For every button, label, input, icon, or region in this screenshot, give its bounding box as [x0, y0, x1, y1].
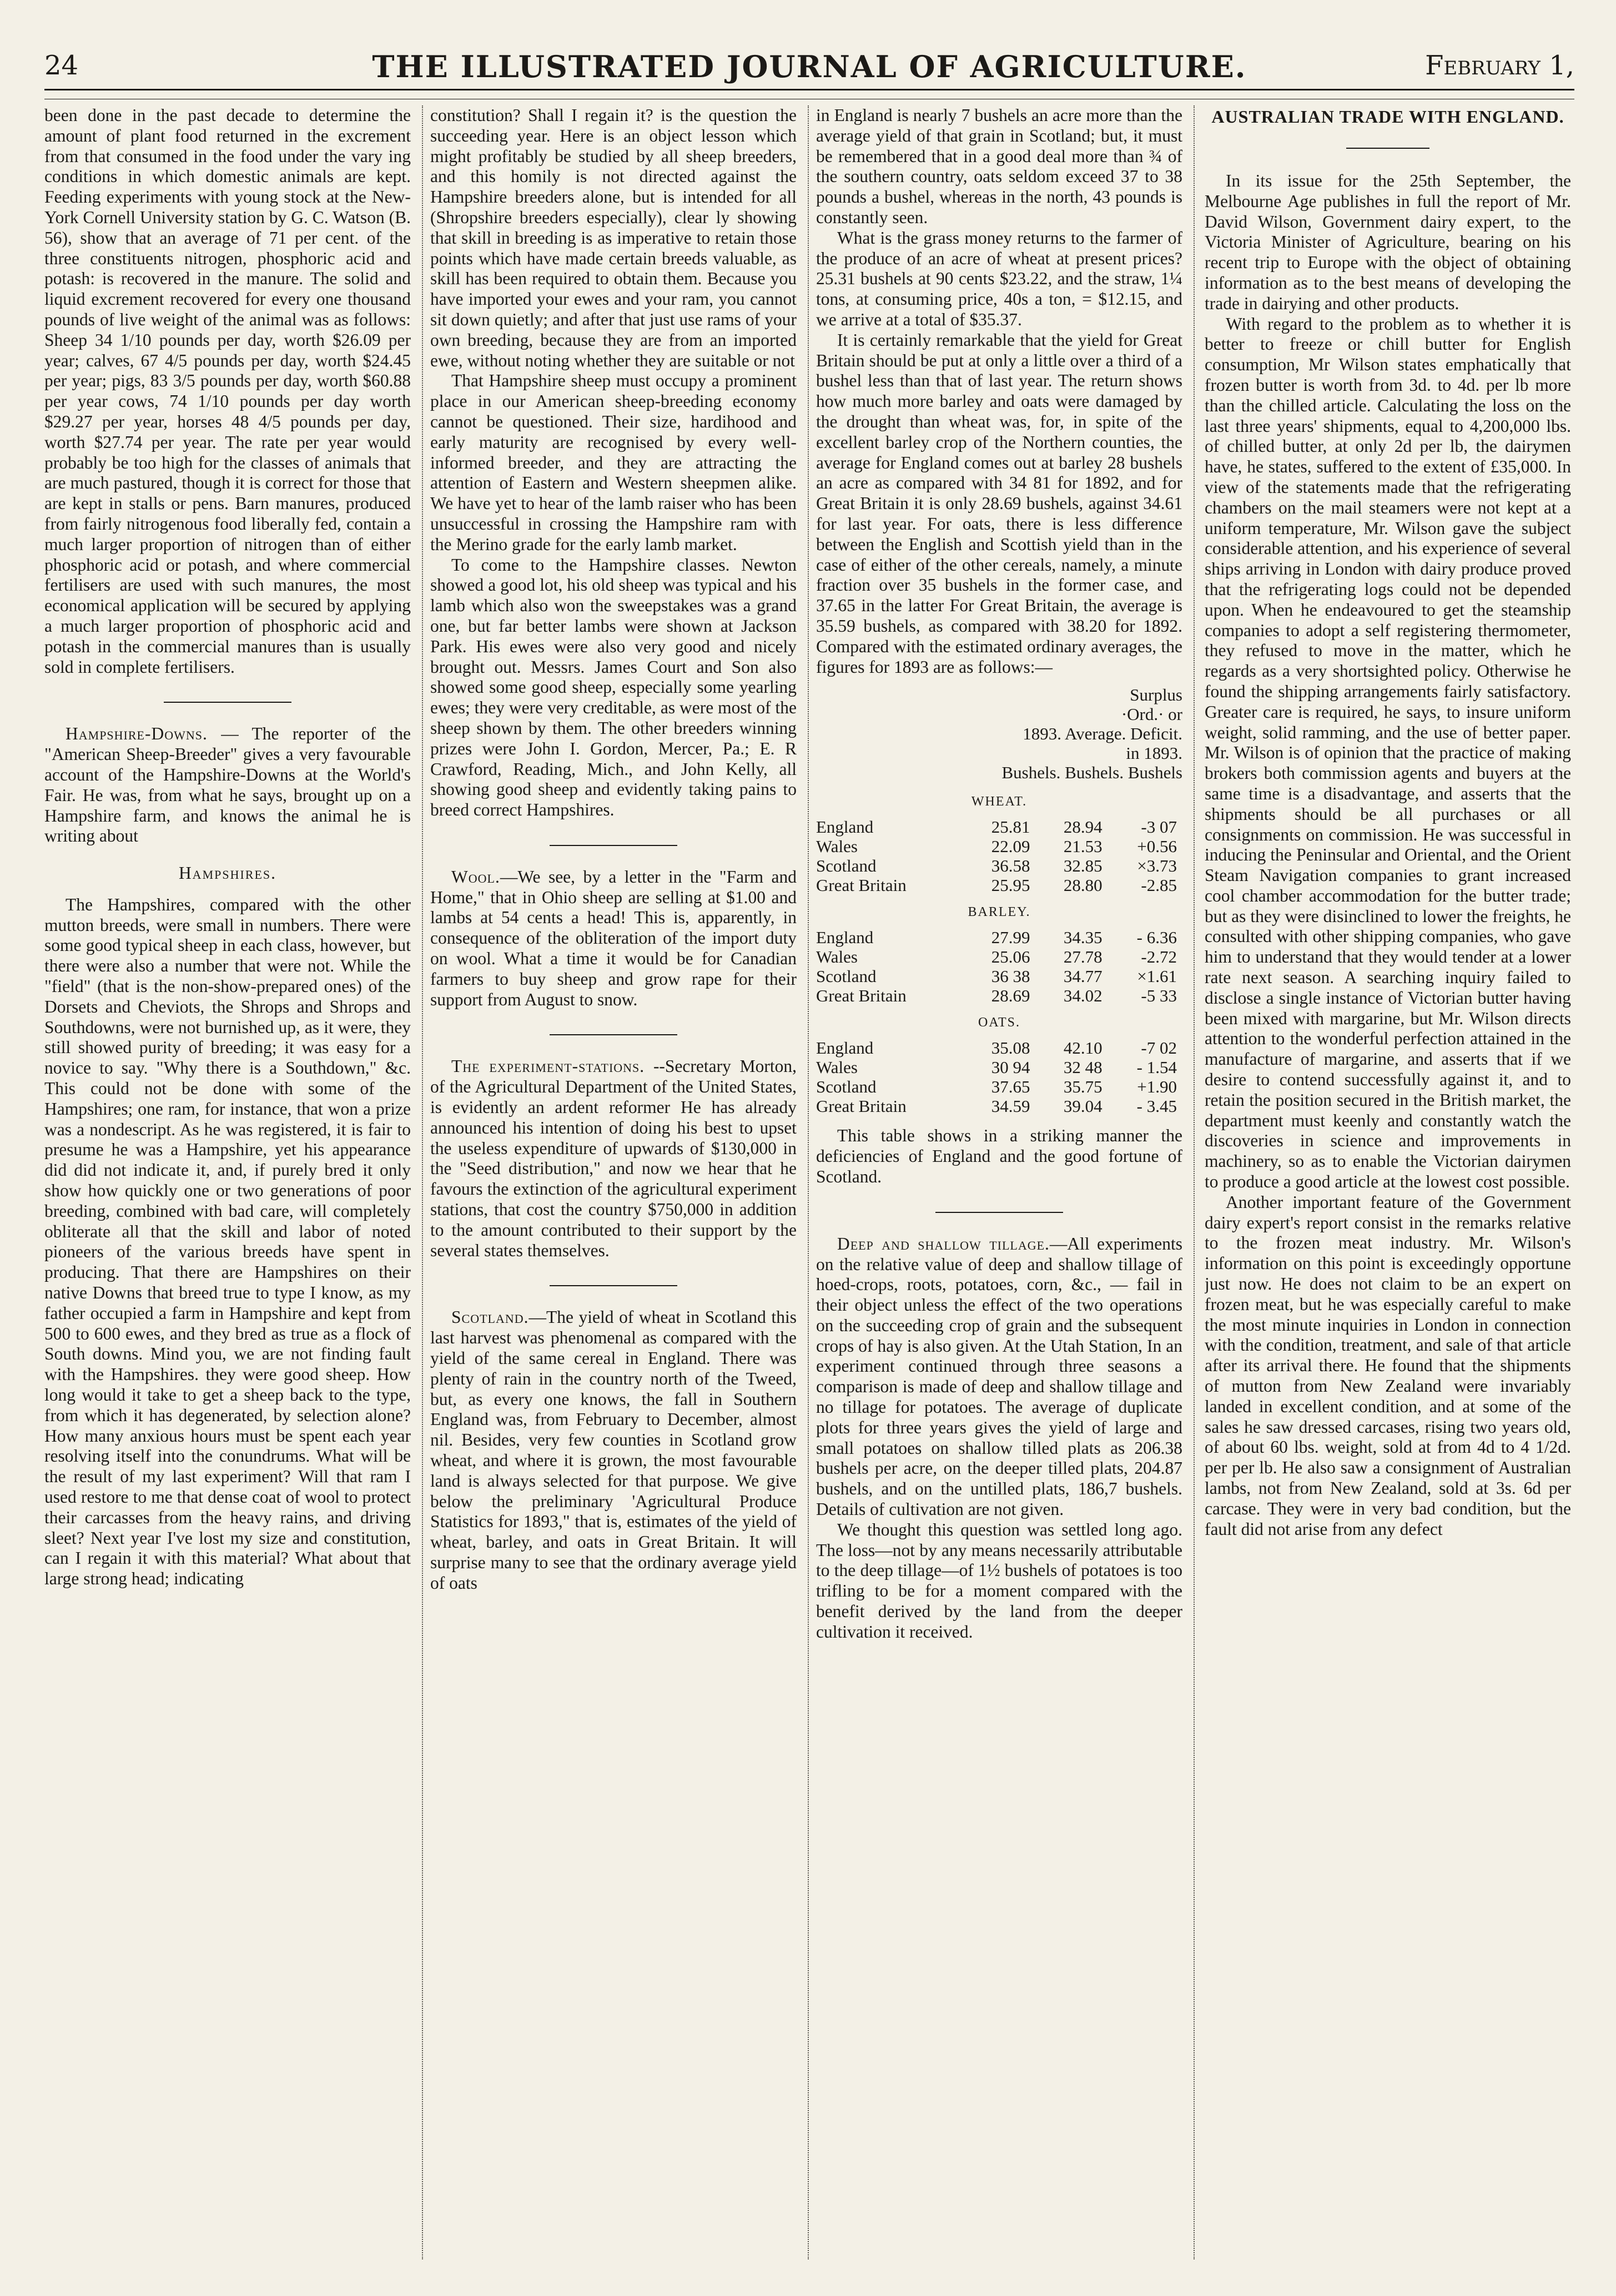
- butter-paragraph: With regard to the problem as to whether it is better to freeze or chill butter for English consumption, Mr Wilson states emphatically that frozen butter is worth from 3d. to 4d. per lb more than the chilled article. Calculating the loss on the last three years' shipments, equal to 4,200,000 lbs. of chilled butter, at only 2d per lb, the dairymen have, he states, suffered to the extent of £35,000. In view of the statements made that the refrigerating chambers on the mail steamers were not kept at a uniform temperature, Mr. Wilson gave the subject considerable attention, and his experience of several ships arriving in London with dairy produce proved that the refrigerating logs could not be depended upon. When he endeavoured to get the steamship companies to adopt a self registering thermometer, they refused to move in the matter, which he regards as a very shortsighted policy. Otherwise he found the shipping arrangements fairly satisfactory. Greater care is required, he says, to insure uniform weight, solid ramming, and the use of better paper. Mr. Wilson is of opinion that the practice of making brokers both commission agents and buyers at the same time is a disadvantage, and asserts that the shipments should be all purchases or all consignments on commission. He was successful in inducing the Peninsular and Oriental, and the Orient Steam Navigation companies to grant increased cool chamber accommodation for the butter trade; but as they were disinclined to lower the freights, he consulted with other shipping companies, who gave him to understand that they would tender at a lower rate next season. A searching inquiry failed to disclose a single instance of Victorian butter having been mixed with margarine, but Mr. Wilson directs attention to the wonderful perfection attained in the manufacture of margarine, and asserts that if we desire to contend successfully against it, and to retain the position secured in the British market, the department must keenly and constantly watch the discoveries in science and improvements in machinery, so as to enable the Victorian dairymen to produce a good article at the lowest cost possible.: [1205, 314, 1571, 1192]
- region-cell: Wales: [816, 1058, 858, 1077]
- stats-header-line: ·Ord.· or: [1121, 704, 1182, 724]
- value-cell: 37.65: [991, 1077, 1030, 1097]
- hampshires-paragraph: The Hampshires, compared with the other mutton breeds, were small in numbers. There were some good typical sheep in each class, however, but there were also a number that were not. While the "field" (that is the non-show-prepared ones) of the Dorsets and Cheviots, the Shrops and Shrops and Southdowns, were not burnished up, as it were, they still showed purity of breeding; it was easy for a novice to say. "Why there is a Southdown," &c. This could not be done with some of the Hampshires; one ram, for instance, that won a prize was a nondescript. As he was registered, it is fair to presume he was a Hampshire, yet his appearance did did not indicate it, and, if purely bred it only show how quickly one or two generations of poor breeding, combined with bad care, will completely obliterate all that the skill and labor of noted pioneers of the various breeds have spent in producing. That there are Hampshires on their native Downs that breed true to type I know, as my father occupied a farm in Hampshire and kept from 500 to 600 ewes, and they bred as true as a flock of South downs. Mind you, we are not finding fault with the Hampshires. they were good sheep. How long would it take to get a sheep back to the type, from which it has degenerated, by selection alone? How many anxious hours must be spent each year resolving itself into the conundrums. What will be the result of my last experiment? Will that ram I used restore to me that dense coat of wool to protect their carcasses from the heavy rains, and driving sleet? Next year I've lost my size and constitution, can I regain it with this material? What about that large strong head; indicating: [44, 894, 411, 1589]
- stats-table-header: [816, 685, 1182, 782]
- stats-header-line: Bushels. Bushels. Bushels: [1001, 763, 1182, 783]
- scotland-paragraph: [430, 1307, 797, 1593]
- produce-statistics-table: [816, 784, 1182, 1116]
- region-cell: Scotland: [816, 856, 877, 876]
- value-cell: 34.02: [1063, 986, 1102, 1006]
- value-cell: -5 33: [1141, 986, 1177, 1006]
- crop-heading-row: [816, 784, 1182, 817]
- region-cell: Scotland: [816, 966, 877, 986]
- table-row: [816, 837, 1182, 856]
- tillage-comment-paragraph: We thought this question was settled long ago. The loss—not by any means necessarily attributable to the deep tillage—of 1½ bushels of potatoes is too trifling to be for a moment compared with the benefit derived by the land from the deeper cultivation it received.: [816, 1519, 1182, 1642]
- wool-text: —We see, by a letter in the "Farm and Home," that in Ohio sheep are selling at $1.00 and lambs at 54 cents a head! This is, apparently, in consequence of the obliteration of the import duty on wool. What a time it would be for Canadian farmers to buy sheep and grow rape for their support from August to snow.: [430, 867, 797, 1009]
- hampshire-classes-paragraph: To come to the Hampshire classes. Newton showed a good lot, his old sheep was typical and his lamb which also won the sweepstakes was a grand one, but far better lambs were shown at Jackson Park. His ewes were also very good and nicely brought out. Messrs. James Court and Son also showed some good sheep, especially some yearling ewes; they were very creditable, as were most of the sheep shown by them. The other breeders winning prizes were John I. Gordon, Mercer, Pa.; E. R Crawford, Reading, Mich., and John Kelly, all showing good sheep and evidently taking pains to breed correct Hampshires.: [430, 555, 797, 820]
- value-cell: 34.59: [991, 1096, 1030, 1116]
- section-divider: [550, 1285, 677, 1286]
- constitution-paragraph: constitution? Shall I regain it? is the question the succeeding year. Here is an object lesson which might profitably be studied by all sheep breeders, and this homily is not directed against the Hampshire breeders alone, but is intended for all (Shropshire breeders especially), clear ly showing that skill in breeding is as imperative to retain those points which have made certain breeds valuable, as skill has been required to obtain them. Because you have imported your ewes and your ram, you cannot sit down quietly; and after that just use rams of your own breeding, because they are from an imported ewe, without noting whether they are suitable or not: [430, 105, 797, 370]
- value-cell: 35.75: [1063, 1077, 1102, 1097]
- value-cell: ×1.61: [1137, 966, 1177, 986]
- crop-heading: WHEAT.: [971, 794, 1028, 809]
- section-divider: [550, 1034, 677, 1035]
- column-rule: [422, 105, 423, 2259]
- hampshire-place-paragraph: That Hampshire sheep must occupy a prominent place in our American sheep-breeding economy cannot be questioned. Their size, hardihood and early maturity are recognised by every well-informed breeder, and they are attracting the attention of Eastern and Western sheepmen alike. We have yet to hear of the lamb raiser who has been unsuccessful in crossing the Hampshire ram with the Merino grade for the early lamb market.: [430, 371, 797, 554]
- table-row: [816, 1096, 1182, 1116]
- value-cell: 25.95: [991, 875, 1030, 895]
- column-rule: [808, 105, 809, 2259]
- australian-intro-paragraph: In its issue for the 25th September, the Melbourne Age publishes in full the report of Mr. David Wilson, Government dairy expert, to the Victoria Minister of Agriculture, bearing on his recent trip to Europe with the object of obtaining information as to the best means of developing the trade in dairying and other products.: [1205, 171, 1571, 313]
- crop-heading-row: [816, 895, 1182, 928]
- value-cell: 34.77: [1063, 966, 1102, 986]
- crop-heading: BARLEY.: [968, 905, 1031, 920]
- manure-paragraph: been done in the past decade to determine the amount of plant food returned in the excrement from that consumed in the food under the vary ing conditions in which domestic animals are kept. Feeding experiments with young stock at the New-York Cornell University station by G. C. Watson (B. 56), show that an average of 71 per cent. of the three constituents nitrogen, phosphoric acid and potash: is recovered in the manure. The solid and liquid excrement recovered for every one thousand pounds of live weight of the animal was as follows: Sheep 34 1/10 pounds per day, worth $26.09 per year; calves, 67 4/5 pounds per day, worth $24.45 per year; pigs, 83 3/5 pounds per day, worth $60.88 per year cows, 74 1/10 pounds per day worth $29.27 per year, horses 48 4/5 pounds per day, worth $27.74 per year. The rate per year would probably be too high for the classes of animals that are much pastured, though it is correct for those that are kept in stalls or pens. Barn manures, produced from fairly nitrogenous food liberally fed, contain a much larger proportion of nitrogen than of either phosphoric acid or potash, and where commercial fertilisers are used with such manures, the most economical application will be secured by applying a much larger proportion of phosphoric acid and potash in the commercial manures than is usually sold in complete fertilisers.: [44, 105, 411, 677]
- value-cell: +1.90: [1137, 1077, 1177, 1097]
- value-cell: 28.94: [1063, 817, 1102, 837]
- scotland-lead: Scotland.: [451, 1307, 529, 1327]
- region-cell: Wales: [816, 837, 858, 857]
- region-cell: Great Britain: [816, 986, 907, 1006]
- journal-title: THE ILLUSTRATED JOURNAL OF AGRICULTURE.: [372, 49, 1247, 84]
- value-cell: 36 38: [991, 966, 1030, 986]
- value-cell: 28.69: [991, 986, 1030, 1006]
- yield-paragraph: It is certainly remarkable that the yield for Great Britain should be put at only a little over a third of a bushel less than that of last year. The return shows how much more barley and oats were damaged by the drought than wheat was, for, in spite of the excellent barley crop of the Northern counties, the average for England comes out at barley 28 bushels an acre as compared with 34 81 for 1892, and for Great Britain it is only 28.69 bushels, against 34.61 for last year. For oats, there is less difference between the English and Scottish yield than in the case of either of the other cereals, namely, a minute fraction over 35 bushels in the former case, and 37.65 in the latter For Great Britain, the average is 35.59 bushels, as compared with 38.20 for 1892. Compared with the estimated ordinary averages, the figures for 1893 are as follows:—: [816, 330, 1182, 677]
- region-cell: Wales: [816, 947, 858, 967]
- stats-header-line: in 1893.: [1126, 743, 1182, 763]
- page-number: 24: [44, 50, 79, 81]
- stats-header-line: Surplus: [1130, 685, 1182, 705]
- australian-trade-heading: AUSTRALIAN TRADE WITH ENGLAND.: [1211, 107, 1564, 127]
- region-cell: England: [816, 1038, 874, 1058]
- value-cell: 30 94: [991, 1058, 1030, 1077]
- grass-money-paragraph: What is the grass money returns to the farmer of the produce of an acre of wheat at present prices? 25.31 bushels at 90 cents $23.22, and the straw, 1¼ tons, at consuming price, 40s a ton, = $12.15, and we arrive at a total of $35.37.: [816, 228, 1182, 329]
- page-header: [44, 39, 1574, 90]
- value-cell: - 6.36: [1136, 928, 1177, 948]
- table-row: [816, 947, 1182, 966]
- issue-date: February 1,: [1425, 50, 1574, 81]
- table-row: [816, 966, 1182, 986]
- value-cell: -2.85: [1141, 875, 1177, 895]
- hampshires-subhead: Hampshires.: [178, 863, 277, 883]
- table-row: [816, 928, 1182, 947]
- table-row: [816, 856, 1182, 875]
- value-cell: 22.09: [991, 837, 1030, 857]
- column-rule: [1194, 105, 1195, 2259]
- tillage-text: —All experiments on the relative value of deep and shallow tillage of hoed-crops, roots, potatoes, corn, &c., — fail in their object unless the effect of the two operations on the succeeding crop of grain and the subsequent crops of hay is also given. At the Utah Station, In an experiment continued through three seasons a comparison is made of deep and shallow tillage and no tillage for potatoes. The average of duplicate plots for three years gives the yield of large and small potatoes on shallow tilled plats as 206.38 bushels per acre, on the deeper tilled plats, 204.87 bushels, and on the untilled plats, 186,7 bushels. Details of cultivation are not given.: [816, 1233, 1182, 1519]
- stats-header-line: 1893. Average. Deficit.: [1023, 724, 1182, 744]
- value-cell: 27.99: [991, 928, 1030, 948]
- table-row: [816, 817, 1182, 837]
- hampshire-downs-lead: Hampshire-Downs.: [66, 724, 208, 744]
- column-1: [44, 105, 411, 2259]
- value-cell: 28.80: [1063, 875, 1102, 895]
- hampshire-downs-paragraph: [44, 724, 411, 847]
- crop-heading: OATS.: [978, 1015, 1020, 1030]
- frozen-meat-paragraph: Another important feature of the Government dairy expert's report consist in the remarks relative to the frozen meat industry. Mr. Wilson's information on this point is exceedingly opportune just now. He does not claim to be an expert on frozen meat, but he was especially careful to make the most minute inquiries in London in connection with the condition, treatment, and sale of that article after its arrival there. He found that the shipments of mutton from New Zealand were invariably landed in excellent condition, and at some of the sales he saw dressed carcases, rising two years old, of about 60 lbs. weight, sold at from 4d to 4 1/2d. per per lb. He also saw a consignment of Australian lambs, not from New Zealand, sold at 3s. 6d per carcase. They were in very bad condition, but the fault did not arise from any defect: [1205, 1192, 1571, 1539]
- section-divider: [550, 845, 677, 846]
- value-cell: ×3.73: [1137, 856, 1177, 876]
- column-4: [1205, 105, 1571, 2259]
- value-cell: 25.06: [991, 947, 1030, 967]
- table-row: [816, 986, 1182, 1005]
- wool-paragraph: [430, 867, 797, 1010]
- section-divider: [935, 1212, 1063, 1213]
- value-cell: 34.35: [1063, 928, 1102, 948]
- tillage-lead: Deep and shallow tillage.: [837, 1233, 1050, 1253]
- value-cell: 32.85: [1063, 856, 1102, 876]
- value-cell: 27.78: [1063, 947, 1102, 967]
- region-cell: England: [816, 928, 874, 948]
- table-row: [816, 1038, 1182, 1058]
- experiment-stations-text: --Secretary Morton, of the Agricultural Department of the United States, is evidently an ardent reformer He has already announced his intention of doing his best to upset the useless expenditure of upwards of $130,000 in the "Seed distribution," and now we hear that he favours the extinction of the agricultural experiment stations, that cost the country $750,000 in addition to the amount contributed to their support by the several states themselves.: [430, 1056, 797, 1260]
- tillage-paragraph: [816, 1234, 1182, 1520]
- region-cell: England: [816, 817, 874, 837]
- hampshire-downs-text: — The reporter of the "American Sheep-Breeder" gives a very favourable account of the Hampshire-Downs at the World's Fair. He was, from what he says, brought up on a Hampshire farm, and knows the animal he is writing about: [44, 724, 411, 846]
- value-cell: +0.56: [1137, 837, 1177, 857]
- column-2: [430, 105, 797, 2259]
- value-cell: 39.04: [1063, 1096, 1102, 1116]
- value-cell: 42.10: [1063, 1038, 1102, 1058]
- value-cell: 35.08: [991, 1038, 1030, 1058]
- table-row: [816, 875, 1182, 895]
- experiment-stations-lead: The experiment-stations.: [451, 1056, 645, 1076]
- value-cell: - 3.45: [1136, 1096, 1177, 1116]
- crop-heading-row: [816, 1005, 1182, 1038]
- section-divider: [164, 702, 291, 703]
- region-cell: Great Britain: [816, 875, 907, 895]
- wool-lead: Wool.: [451, 867, 500, 887]
- value-cell: -3 07: [1141, 817, 1177, 837]
- value-cell: 36.58: [991, 856, 1030, 876]
- column-3: [816, 105, 1182, 2259]
- table-row: [816, 1058, 1182, 1077]
- experiment-stations-paragraph: [430, 1056, 797, 1261]
- table-note-paragraph: This table shows in a striking manner the deficiencies of England and the good fortune of Scotland.: [816, 1126, 1182, 1186]
- value-cell: -7 02: [1141, 1038, 1177, 1058]
- value-cell: -2.72: [1141, 947, 1177, 967]
- value-cell: - 1.54: [1136, 1058, 1177, 1077]
- value-cell: 32 48: [1063, 1058, 1102, 1077]
- table-row: [816, 1077, 1182, 1096]
- scotland-text: —The yield of wheat in Scotland this last harvest was phenomenal as compared with the yield of the same cereal in England. There was plenty of rain in the country north of the Tweed, but, as every one knows, the fall in Southern England was, from February to December, almost nil. Besides, very few counties in Scotland grow wheat, and where it is grown, the most favourable land is always selected for that purpose. We give below the preliminary 'Agricultural Produce Statistics for 1893," that is, estimates of the yield of wheat, barley, and oats in Great Britain. It will surprise many to see that the ordinary average yield of oats: [430, 1307, 797, 1593]
- region-cell: Scotland: [816, 1077, 877, 1097]
- section-divider: [1346, 148, 1429, 149]
- value-cell: 25.81: [991, 817, 1030, 837]
- value-cell: 21.53: [1063, 837, 1102, 857]
- oats-paragraph: in England is nearly 7 bushels an acre more than the average yield of that grain in Scotland; but, it must be remembered that in a good deal more than ¾ of the southern country, oats seldom exceed 37 to 38 pounds a bushel, whereas in the north, 43 pounds is constantly seen.: [816, 105, 1182, 227]
- region-cell: Great Britain: [816, 1096, 907, 1116]
